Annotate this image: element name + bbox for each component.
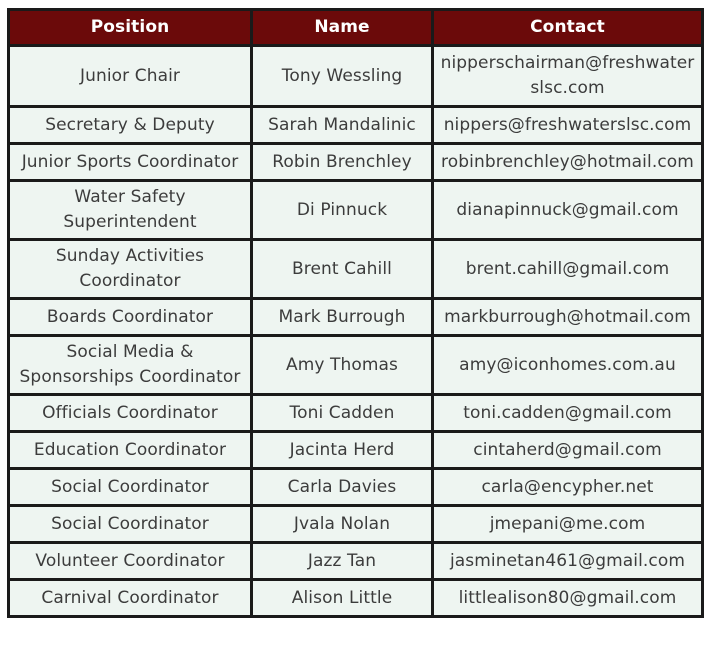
- name-cell: Alison Little: [252, 580, 433, 617]
- table-row: [9, 107, 703, 144]
- position-cell: Social Media & Sponsorships Coordinator: [9, 336, 252, 395]
- name-cell: Jazz Tan: [252, 543, 433, 580]
- contact-cell[interactable]: robinbrenchley@hotmail.com: [433, 144, 703, 181]
- name-cell: Brent Cahill: [252, 240, 433, 299]
- table-row: [9, 144, 703, 181]
- name-cell: Di Pinnuck: [252, 181, 433, 240]
- position-cell: Secretary & Deputy: [9, 107, 252, 144]
- contact-cell[interactable]: jasminetan461@gmail.com: [433, 543, 703, 580]
- position-cell: Junior Sports Coordinator: [9, 144, 252, 181]
- table-row: [9, 181, 703, 240]
- contact-cell[interactable]: amy@iconhomes.com.au: [433, 336, 703, 395]
- position-cell: Officials Coordinator: [9, 395, 252, 432]
- contact-cell[interactable]: jmepani@me.com: [433, 506, 703, 543]
- table-body: [9, 46, 703, 617]
- contact-cell[interactable]: littlealison80@gmail.com: [433, 580, 703, 617]
- table-row: [9, 506, 703, 543]
- name-cell: Mark Burrough: [252, 299, 433, 336]
- table-row: [9, 336, 703, 395]
- position-cell: Education Coordinator: [9, 432, 252, 469]
- name-cell: Carla Davies: [252, 469, 433, 506]
- position-cell: Boards Coordinator: [9, 299, 252, 336]
- name-cell: Robin Brenchley: [252, 144, 433, 181]
- contact-cell[interactable]: toni.cadden@gmail.com: [433, 395, 703, 432]
- header-row: [9, 10, 703, 46]
- position-cell: Water Safety Superintendent: [9, 181, 252, 240]
- position-cell: Volunteer Coordinator: [9, 543, 252, 580]
- contact-cell[interactable]: markburrough@hotmail.com: [433, 299, 703, 336]
- contact-cell[interactable]: brent.cahill@gmail.com: [433, 240, 703, 299]
- table-row: [9, 395, 703, 432]
- name-cell: Toni Cadden: [252, 395, 433, 432]
- header-contact: Contact: [433, 10, 703, 46]
- table-row: [9, 469, 703, 506]
- contact-cell[interactable]: carla@encypher.net: [433, 469, 703, 506]
- position-cell: Carnival Coordinator: [9, 580, 252, 617]
- name-cell: Amy Thomas: [252, 336, 433, 395]
- contact-cell[interactable]: nipperschairman@freshwaterslsc.com: [433, 46, 703, 107]
- name-cell: Sarah Mandalinic: [252, 107, 433, 144]
- contacts-table: [7, 8, 704, 618]
- position-cell: Social Coordinator: [9, 506, 252, 543]
- table-row: [9, 299, 703, 336]
- contact-cell[interactable]: nippers@freshwaterslsc.com: [433, 107, 703, 144]
- contact-cell[interactable]: dianapinnuck@gmail.com: [433, 181, 703, 240]
- table-header: [9, 10, 703, 46]
- name-cell: Jacinta Herd: [252, 432, 433, 469]
- header-name: Name: [252, 10, 433, 46]
- name-cell: Tony Wessling: [252, 46, 433, 107]
- table-row: [9, 432, 703, 469]
- name-cell: Jvala Nolan: [252, 506, 433, 543]
- position-cell: Junior Chair: [9, 46, 252, 107]
- table-row: [9, 580, 703, 617]
- contact-cell[interactable]: cintaherd@gmail.com: [433, 432, 703, 469]
- contacts-table-container: [7, 8, 701, 618]
- table-row: [9, 543, 703, 580]
- table-row: [9, 46, 703, 107]
- position-cell: Sunday Activities Coordinator: [9, 240, 252, 299]
- position-cell: Social Coordinator: [9, 469, 252, 506]
- table-row: [9, 240, 703, 299]
- header-position: Position: [9, 10, 252, 46]
